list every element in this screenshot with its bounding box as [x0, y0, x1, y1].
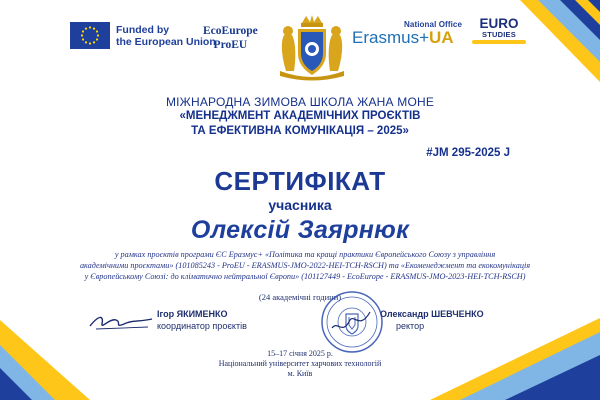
erasmus-label: Erasmus+ — [352, 28, 429, 47]
school-title-line2: ТА ЕФЕКТИВНА КОМУНІКАЦІЯ – 2025» — [191, 125, 409, 137]
participant-label: учасника — [268, 197, 332, 213]
city: м. Київ — [287, 369, 313, 378]
signatory-rector — [380, 308, 484, 332]
description-line: у Європейському Союзі: до кліматично нейтральної Європи» (101127449 - EcoEurope - ERASMUS-JMO-2023-HEI-TCH-RSCH) — [84, 272, 526, 281]
euro-studies-logo — [472, 17, 526, 44]
university-seal-icon — [320, 290, 384, 354]
event-dates: 15–17 січня 2025 р. — [267, 349, 333, 358]
eu-funded-line2: the European Union — [116, 35, 216, 48]
certificate-footer — [0, 349, 600, 379]
school-title-line1: «МЕНЕДЖМЕНТ АКАДЕМІЧНИХ ПРОЄКТІВ — [179, 110, 421, 122]
erasmus-ua-logo — [352, 20, 462, 48]
academic-hours: (24 академічні години) — [258, 292, 342, 302]
participant-name: Олексій Заярнюк — [190, 216, 410, 244]
description-line: у рамках проєктів програми ЄС Еразмус+ «Політика та кращі практики Європейського Союзу з управління — [114, 250, 496, 259]
description-line: академічними проєктами» (101085243 - ProEU - ERASMUS-JMO-2022-HEI-TCH-RSCH) та «Екоменеджмент та екокомунікація — [79, 261, 531, 270]
ecoeurope-label: EcoEurope — [203, 25, 258, 37]
euro-studies-line2: STUDIES — [482, 30, 516, 39]
school-name: МІЖНАРОДНА ЗИМОВА ШКОЛА ЖАНА МОНЕ — [165, 95, 435, 109]
signatory1-role: координатор проєктів — [157, 321, 247, 331]
certificate-description — [70, 249, 540, 282]
signatory2-role: ректор — [396, 321, 425, 331]
signature-icon — [88, 310, 154, 332]
eu-funded-logo — [70, 22, 216, 49]
eu-flag-icon — [70, 22, 110, 49]
university-emblem-icon — [270, 13, 354, 83]
signatory1-name: Ігор ЯКИМЕНКО — [157, 309, 228, 319]
eu-funded-line1: Funded by — [116, 23, 170, 36]
signatory2-name: Олександр ШЕВЧЕНКО — [380, 309, 484, 319]
proeu-label: ProEU — [213, 39, 248, 51]
decorative-corner-bottom-left — [0, 290, 140, 400]
euro-studies-line1: EURO — [479, 16, 519, 31]
national-office-label: National Office — [404, 20, 462, 29]
certificate-title: СЕРТИФІКАТ — [214, 166, 386, 196]
signatory-coordinator — [157, 308, 247, 332]
euro-studies-wave — [472, 40, 526, 44]
university-name: Національний університет харчових технологій — [218, 359, 382, 368]
erasmus-country-label: UA — [429, 28, 454, 47]
ecoeurope-proeu-logo — [203, 24, 258, 52]
certificate-number: #JM 295-2025 J — [426, 147, 510, 159]
